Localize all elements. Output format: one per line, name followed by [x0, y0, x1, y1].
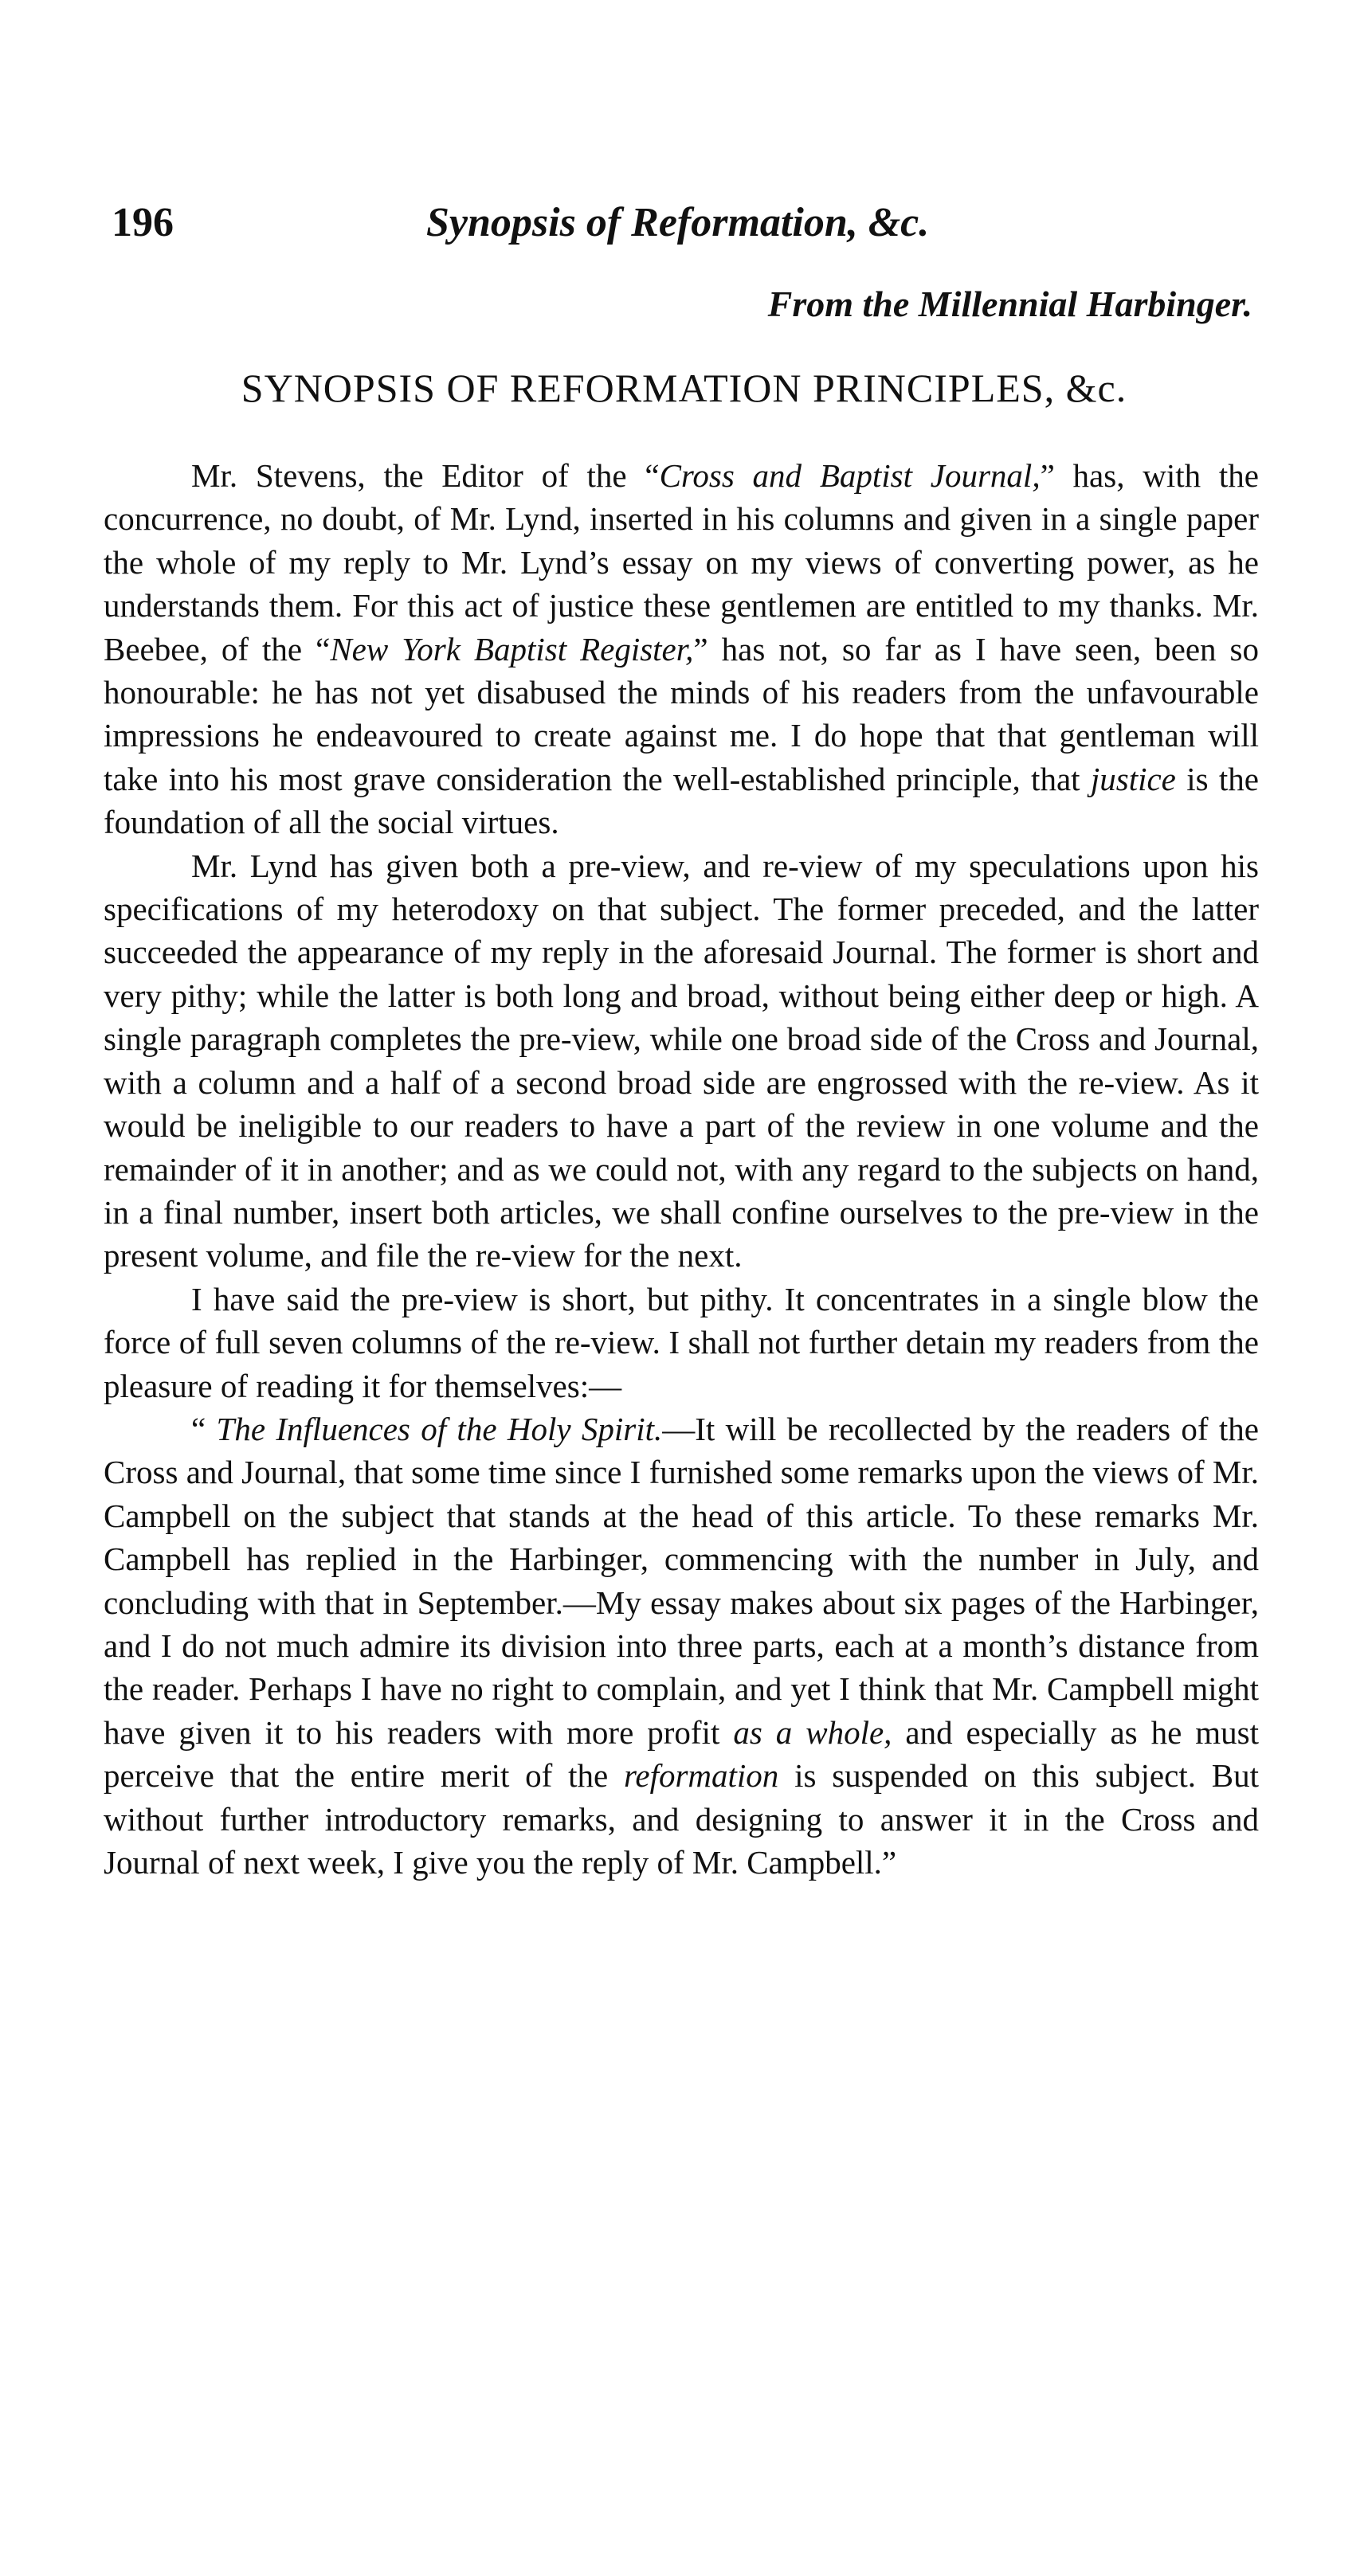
- emphasis-as-a-whole: as a whole,: [733, 1713, 892, 1751]
- register-name-italic: New York Baptist Register,: [330, 630, 694, 667]
- paragraph-4-text: and especially as he must perceive that the entire merit of the: [104, 1713, 1259, 1795]
- quoted-title-italic: The Influences of the Holy Spirit.: [216, 1410, 663, 1447]
- page-number: 196: [112, 200, 174, 245]
- paragraph-1-text: is the foundation of all the social virtues.: [104, 760, 1259, 841]
- paragraph-2: Mr. Lynd has given both a pre-view, and re-view of my speculations upon his specifications of my heterodoxy on that subject. The former preceded, and the latter succeeded the appearance of my reply in the aforesaid Journal. The former is short and very pithy; while the latter is both long and broad, without being either deep or high. A single paragraph completes the pre-view, while one broad side of the Cross and Journal, with a column and a half of a second broad side are engrossed with the re-view. As it would be ineligible to our readers to have a part of the review in one volume and the remainder of it in another; and as we could not, with any regard to the subjects on hand, in a final number, insert both articles, we shall confine ourselves to the pre-view in the present volume, and file the re-view for the next.: [104, 847, 1259, 1274]
- paragraph-4-text: is suspended on this subject. But without further introductory remarks, and designing to answer it in the Cross and Journal of next week, I give you the reply of Mr. Campbell.”: [104, 1757, 1259, 1881]
- paragraph-4-text: —It will be recollected by the readers of the Cross and Journal, that some time since I furnished some remarks upon the views of Mr. Campbell on the subject that stands at the head of this article. To these remarks Mr. Campbell has replied in the Harbinger, commencing with the number in July, and concluding with that in September.—My essay makes about six pages of the Harbinger, and I do not much admire its division into three parts, each at a month’s distance from the reader. Perhaps I have no right to complain, and yet I think that Mr. Campbell might have given it to his readers with more profit: [104, 1410, 1260, 1751]
- emphasis-reformation: reformation: [623, 1757, 779, 1795]
- paragraph-1: [104, 454, 1259, 844]
- running-title: Synopsis of Reformation, &c.: [426, 200, 930, 245]
- paragraph-1-text: ” has, with the concurrence, no doubt, of Mr. Lynd, inserted in his columns and given in a single paper the whole of my reply to Mr. Lynd’s essay on my views of converting power, as he understands them. For this act of justice these gentlemen are entitled to my thanks. Mr. Beebee, of the “: [104, 457, 1259, 667]
- article-body: [104, 454, 1259, 1884]
- paragraph-1-text: ” has not, so far as I have seen, been so honourable: he has not yet disabused the minds of his readers from the unfavourable impressions he endeavoured to create against me. I do hope that that gentleman will take into his most grave consideration the well-established principle, that: [104, 630, 1259, 797]
- paragraph-3: I have said the pre-view is short, but pithy. It concentrates in a single blow the force of full seven columns of the re-view. I shall not further detain my readers from the pleasure of reading it for themselves:—: [104, 1280, 1259, 1404]
- quote-open: “: [191, 1410, 217, 1447]
- paragraph-1-text: Mr. Stevens, the Editor of the “: [191, 457, 660, 494]
- article-title: SYNOPSIS OF REFORMATION PRINCIPLES, &c.: [241, 366, 1127, 410]
- running-head: [112, 199, 1259, 255]
- source-attribution: From the Millennial Harbinger.: [767, 284, 1252, 324]
- emphasis-justice: justice: [1090, 760, 1176, 797]
- paragraph-4-quotation: [104, 1407, 1259, 1884]
- journal-name-italic: Cross and Baptist Journal,: [659, 457, 1041, 494]
